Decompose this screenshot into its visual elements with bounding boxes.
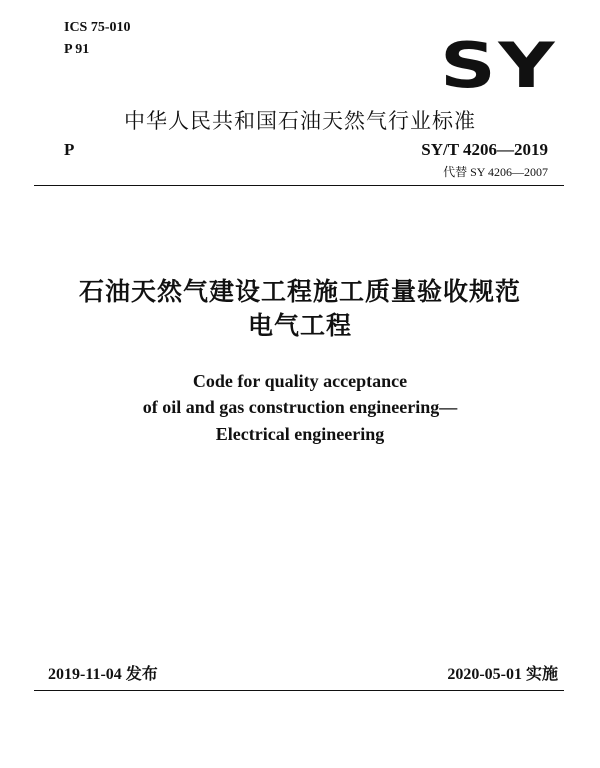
ics-code: ICS 75-010	[64, 20, 131, 35]
footer-divider	[34, 690, 564, 691]
implementation-date: 2020-05-01 实施	[447, 666, 558, 683]
title-english-line2: of oil and gas construction engineering—	[142, 397, 458, 417]
header-divider	[34, 185, 564, 186]
title-english-line3: Electrical engineering	[215, 424, 385, 444]
standard-number: SY/T 4206—2019	[421, 140, 548, 159]
title-chinese-line1: 石油天然气建设工程施工质量验收规范	[78, 277, 521, 306]
issue-date: 2019-11-04 发布	[48, 666, 158, 683]
title-english-line1: Code for quality acceptance	[192, 371, 408, 391]
standard-category: P	[64, 140, 75, 159]
sy-logo: SY	[440, 29, 557, 102]
title-chinese-line2: 电气工程	[247, 311, 352, 340]
classification-code: P 91	[64, 42, 90, 57]
issuing-organization: 中华人民共和国石油天然气行业标准	[124, 109, 476, 133]
replaces-note: 代替 SY 4206—2007	[443, 165, 548, 179]
